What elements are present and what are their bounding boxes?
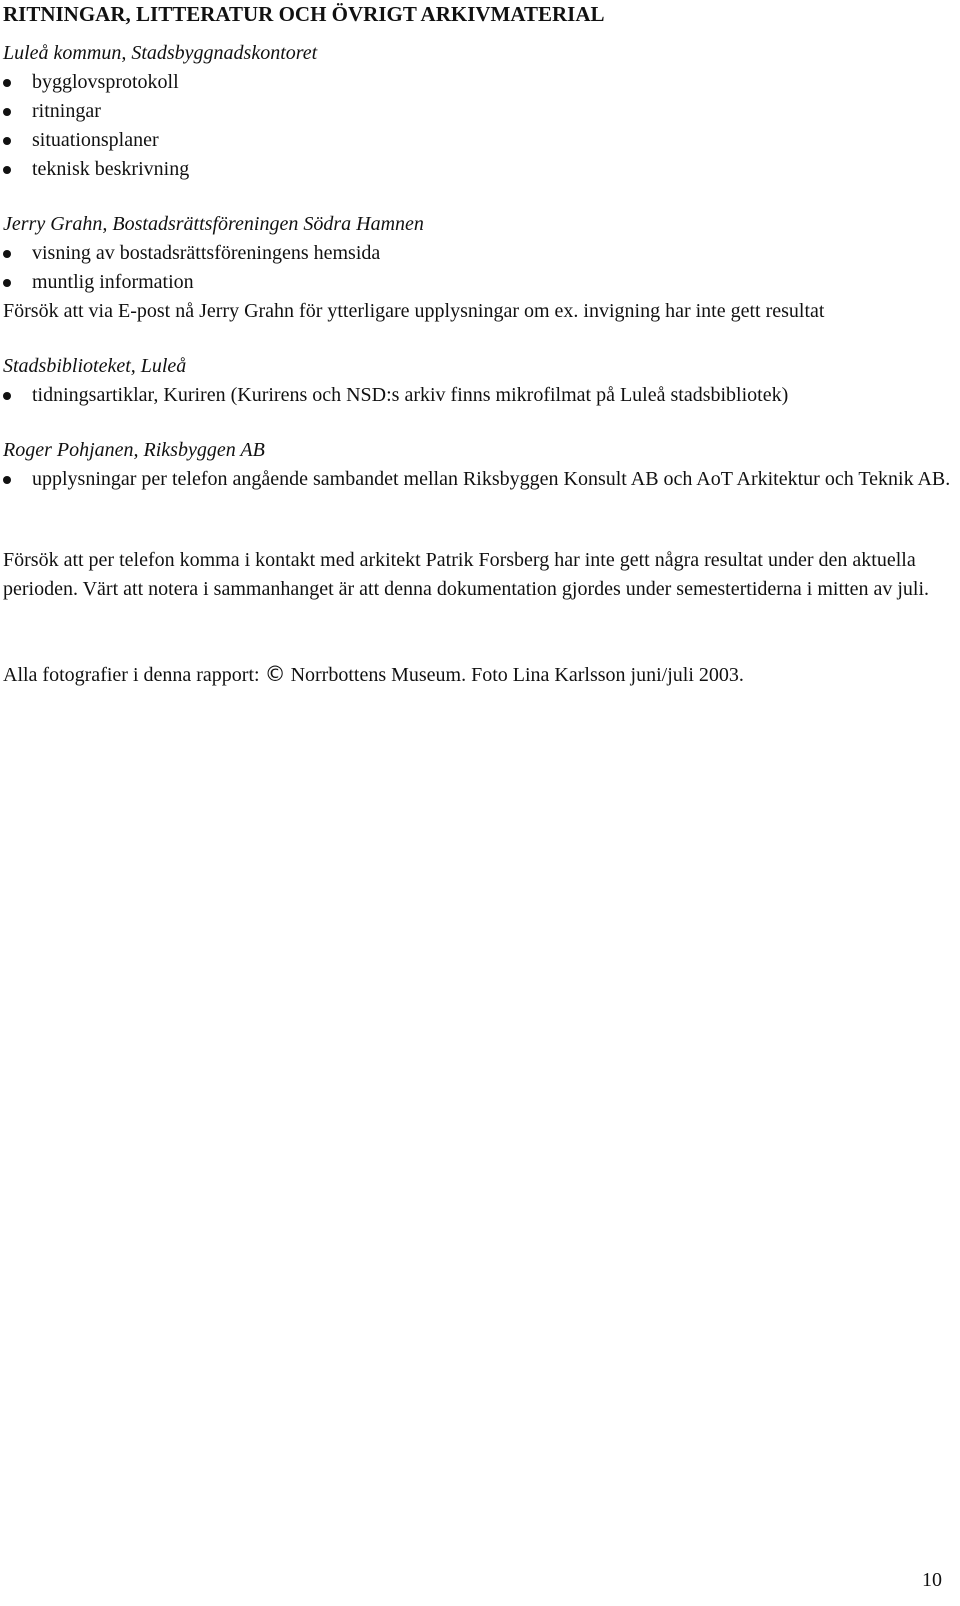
list-item: ritningar [3,97,953,126]
bullet-list [3,465,953,494]
bullet-icon [3,279,11,287]
bullet-icon [3,108,11,116]
spacer [3,604,953,660]
list-item: situationsplaner [3,126,953,155]
section-bostadsrattsforeningen [3,210,953,326]
credit-prefix: Alla fotografier i denna rapport: [3,664,260,686]
list-item: muntlig information [3,268,953,297]
section-heading: Roger Pohjanen, Riksbyggen AB [3,439,265,461]
spacer [3,410,953,436]
spacer [3,494,953,546]
bullet-icon [3,166,11,174]
list-item: visning av bostadsrättsföreningens hemsida [3,239,953,268]
section-stadsbyggnadskontoret [3,39,953,184]
bullet-list [3,239,953,297]
spacer [3,326,953,352]
bullet-icon [3,137,11,145]
section-heading: Jerry Grahn, Bostadsrättsföreningen Södra Hamnen [3,213,424,235]
list-item: teknisk beskrivning [3,155,953,184]
bullet-list [3,381,953,410]
section-note: Försök att via E-post nå Jerry Grahn för ytterligare upplysningar om ex. invigning har inte gett resultat [3,300,825,322]
page-number: 10 [922,1569,942,1591]
section-heading: Luleå kommun, Stadsbyggnadskontoret [3,42,318,64]
section-riksbyggen [3,436,953,494]
copyright-icon: © [264,662,286,686]
photo-credit [3,660,953,690]
credit-text: Norrbottens Museum. Foto Lina Karlsson juni/juli 2003. [290,664,744,686]
page-title: RITNINGAR, LITTERATUR OCH ÖVRIGT ARKIVMATERIAL [3,2,605,26]
spacer [3,184,953,210]
list-item: bygglovsprotokoll [3,68,953,97]
list-item: tidningsartiklar, Kuriren (Kurirens och NSD:s arkiv finns mikrofilmat på Luleå stadsbibliotek) [3,381,953,410]
bullet-icon [3,392,11,400]
document-page [3,0,953,690]
bullet-icon [3,79,11,87]
bullet-icon [3,250,11,258]
section-heading: Stadsbiblioteket, Luleå [3,355,187,377]
bullet-list [3,68,953,184]
list-item: upplysningar per telefon angående sambandet mellan Riksbyggen Konsult AB och AoT Arkitektur och Teknik AB. [3,465,953,494]
closing-paragraph: Försök att per telefon komma i kontakt med arkitekt Patrik Forsberg har inte gett några resultat under den aktuella perioden. Värt att notera i sammanhanget är att denna dokumentation gjordes under semestertiderna i mitten av juli. [3,549,930,600]
section-stadsbiblioteket [3,352,953,410]
bullet-icon [3,476,11,484]
